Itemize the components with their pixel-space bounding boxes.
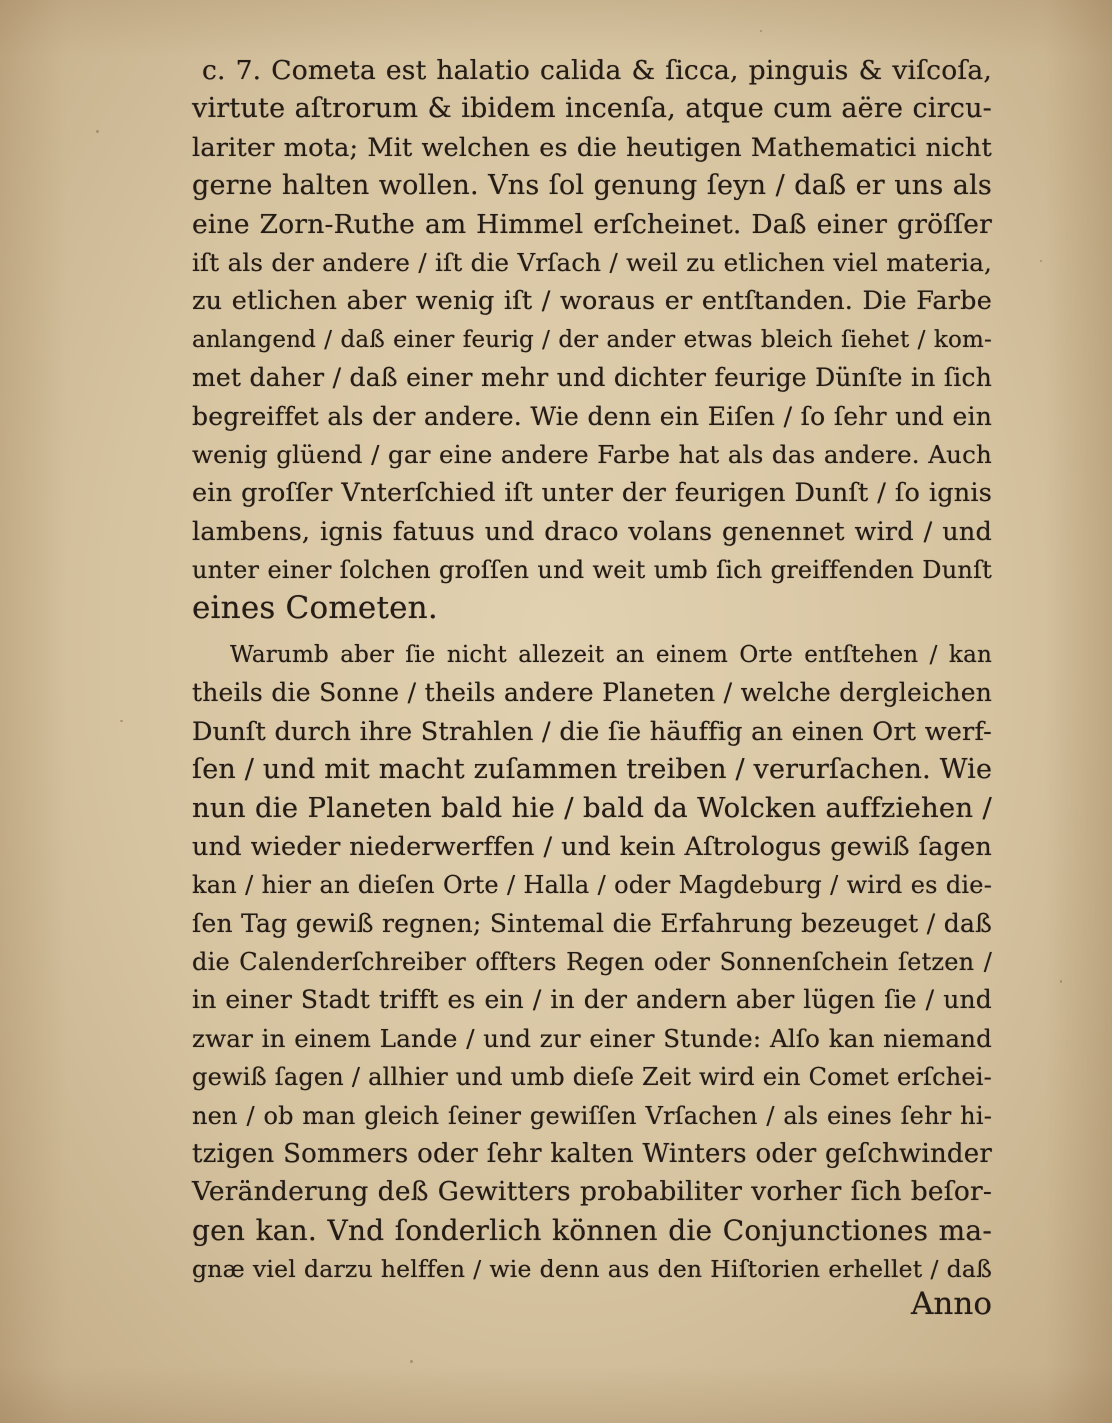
text-line: gen kan. Vnd ſonderlich können die Conjunctiones ma- — [192, 1213, 992, 1247]
text-line: kan / hier an dieſen Orte / Halla / oder Magdeburg / wird es die- — [192, 871, 992, 900]
text-line: theils die Sonne / theils andere Planeten / welche dergleichen — [192, 678, 992, 708]
text-line: ein groſſer Vnterſchied iſt unter der feurigen Dunſt / ſo ignis — [192, 478, 992, 509]
paragraph-1 — [192, 52, 992, 628]
text-line: Dunſt durch ihre Strahlen / die ſie häuffig an einen Ort werf- — [192, 716, 992, 747]
text-line: zu etlichen aber wenig iſt / woraus er entſtanden. Die Farbe — [192, 286, 992, 317]
text-line: anlangend / daß einer feurig / der ander etwas bleich ſiehet / kom- — [192, 326, 992, 353]
text-line: gewiß ſagen / allhier und umb dieſe Zeit wird ein Comet erſchei- — [192, 1063, 992, 1092]
text-line: begreiffet als der andere. Wie denn ein Eiſen / ſo ſehr und ein — [192, 401, 992, 431]
text-line: in einer Stadt trifft es ein / in der andern aber lügen ſie / und — [192, 985, 992, 1015]
text-line: Warumb aber ſie nicht allezeit an einem Orte entſtehen / kan — [230, 641, 992, 668]
text-line: Veränderung deß Gewitters probabiliter vorher ſich beſor- — [192, 1176, 992, 1208]
text-line: ſen Tag gewiß regnen; Sintemal die Erfahrung bezeuget / daß — [192, 908, 992, 938]
paper-speck — [760, 30, 762, 32]
paper-speck — [410, 1360, 413, 1363]
text-line: eines Cometen. — [192, 590, 438, 627]
text-line: zwar in einem Lande / und zur einer Stunde: Alſo kan niemand — [192, 1023, 992, 1053]
main-text — [192, 52, 992, 1289]
text-line: die Calenderſchreiber offters Regen oder Sonnenſchein ſetzen / — [192, 947, 992, 976]
text-line: nen / ob man gleich ſeiner gewiſſen Vrſachen / als eines ſehr hi- — [192, 1101, 992, 1130]
text-line: lambens, ignis fatuus und draco volans genennet wird / und — [192, 516, 992, 547]
paper-speck — [120, 720, 123, 722]
text-line: lariter mota; Mit welchen es die heutigen Mathematici nicht — [192, 132, 992, 163]
text-line: met daher / daß einer mehr und dichter feurige Dünſte in ſich — [192, 363, 992, 393]
text-line: gerne halten wollen. Vns ſol genung ſeyn / daß er uns als — [192, 170, 992, 202]
text-line: tzigen Sommers oder ſehr kalten Winters oder geſchwinder — [192, 1138, 992, 1169]
text-line: nun die Planeten bald hie / bald da Wolcken auffziehen / — [192, 792, 992, 825]
text-line: unter einer ſolchen groſſen und weit umb ſich greiffenden Dunſt — [192, 556, 992, 585]
paper-speck — [96, 130, 99, 133]
paragraph-2 — [192, 636, 992, 1289]
text-line: eine Zorn-Ruthe am Himmel erſcheinet. Daß einer gröſſer — [192, 208, 992, 240]
text-line: iſt als der andere / iſt die Vrſach / weil zu etlichen viel materia, — [192, 247, 992, 277]
text-line: wenig glüend / gar eine andere Farbe hat als das andere. Auch — [192, 439, 992, 469]
text-line: ſen / und mit macht zuſammen treiben / verurſachen. Wie — [192, 754, 993, 786]
catchword: Anno — [911, 1286, 992, 1322]
text-line: und wieder niederwerffen / und kein Aſtrologus gewiß ſagen — [192, 831, 992, 862]
text-line: c. 7. Cometa est halatio calida & ſicca, pinguis & viſcoſa, — [202, 55, 992, 86]
paper-speck — [1060, 980, 1062, 983]
text-line: virtute aſtrorum & ibidem incenſa, atque cum aëre circu- — [192, 93, 992, 125]
paper-speck — [1040, 260, 1042, 262]
text-line: gnæ viel darzu helffen / wie denn aus den Hiſtorien erhellet / daß — [192, 1255, 992, 1284]
